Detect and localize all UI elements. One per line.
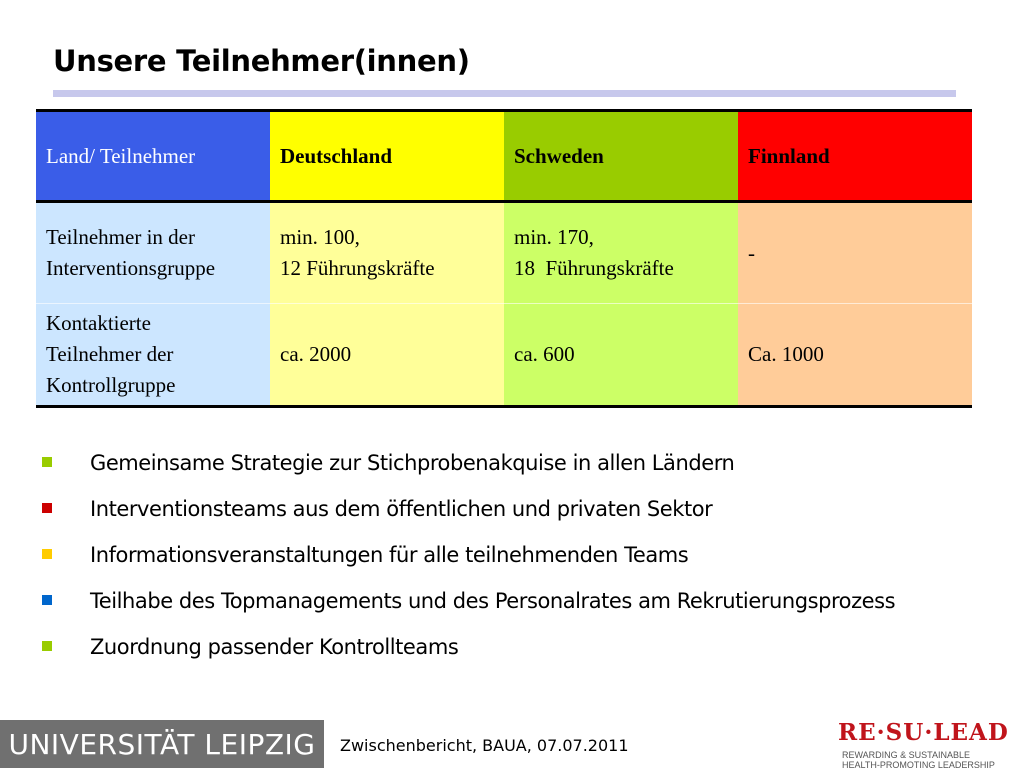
bullet-text: Interventionsteams aus dem öffentlichen und privaten Sektor — [90, 497, 713, 521]
cell-finnland — [738, 304, 972, 407]
bullet-text: Teilhabe des Topmanagements und des Personalrates am Rekrutierungsprozess — [90, 589, 896, 613]
cell-line: Teilnehmer der — [46, 342, 174, 366]
cell-line: Teilnehmer in der — [46, 225, 195, 249]
list-item — [40, 492, 895, 538]
cell-deutschland — [270, 304, 504, 407]
cell-line: ca. 2000 — [280, 342, 352, 366]
square-bullet-icon — [42, 457, 52, 467]
header-deutschland: Deutschland — [270, 111, 504, 202]
cell-line: - — [748, 240, 755, 265]
list-item — [40, 446, 895, 492]
square-bullet-icon — [42, 641, 52, 651]
bullet-text: Gemeinsame Strategie zur Stichprobenakquise in allen Ländern — [90, 451, 735, 475]
square-bullet-icon — [42, 595, 52, 605]
row-label — [36, 202, 270, 304]
cell-deutschland — [270, 202, 504, 304]
logo-wordmark: RE·SU·LEAD — [838, 719, 1009, 746]
university-logo: UNIVERSITÄT LEIPZIG — [0, 720, 324, 768]
header-finnland: Finnland — [738, 111, 972, 202]
cell-line: Interventionsgruppe — [46, 256, 216, 280]
cell-line: ca. 600 — [514, 342, 575, 366]
header-land: Land/ Teilnehmer — [36, 111, 270, 202]
logo-tagline-line: HEALTH-PROMOTING LEADERSHIP — [842, 760, 995, 770]
cell-finnland — [738, 202, 972, 304]
square-bullet-icon — [42, 503, 52, 513]
cell-line: 12 Führungskräfte — [280, 256, 435, 280]
cell-line: min. 170, — [514, 225, 594, 249]
slide-title: Unsere Teilnehmer(innen) — [53, 44, 470, 78]
list-item — [40, 630, 895, 676]
bullet-list — [40, 446, 895, 676]
cell-line: Kontaktierte — [46, 311, 151, 335]
square-bullet-icon — [42, 549, 52, 559]
table-header-row — [36, 111, 972, 202]
list-item — [40, 538, 895, 584]
table-row — [36, 202, 972, 304]
participants-table — [36, 109, 972, 408]
cell-schweden — [504, 202, 738, 304]
bullet-text: Informationsveranstaltungen für alle teilnehmenden Teams — [90, 543, 689, 567]
logo-tagline — [838, 750, 1018, 770]
logo-tagline-line: REWARDING & SUSTAINABLE — [842, 750, 971, 760]
footer-caption: Zwischenbericht, BAUA, 07.07.2011 — [340, 736, 629, 755]
list-item — [40, 584, 895, 630]
cell-schweden — [504, 304, 738, 407]
row-label — [36, 304, 270, 407]
table-row — [36, 304, 972, 407]
title-underline — [53, 90, 956, 97]
cell-line: Ca. 1000 — [748, 342, 824, 366]
cell-line: min. 100, — [280, 225, 360, 249]
cell-line: Kontrollgruppe — [46, 373, 176, 397]
header-schweden: Schweden — [504, 111, 738, 202]
bullet-text: Zuordnung passender Kontrollteams — [90, 635, 459, 659]
resulead-logo — [838, 719, 1018, 770]
cell-line: 18 Führungskräfte — [514, 256, 674, 280]
